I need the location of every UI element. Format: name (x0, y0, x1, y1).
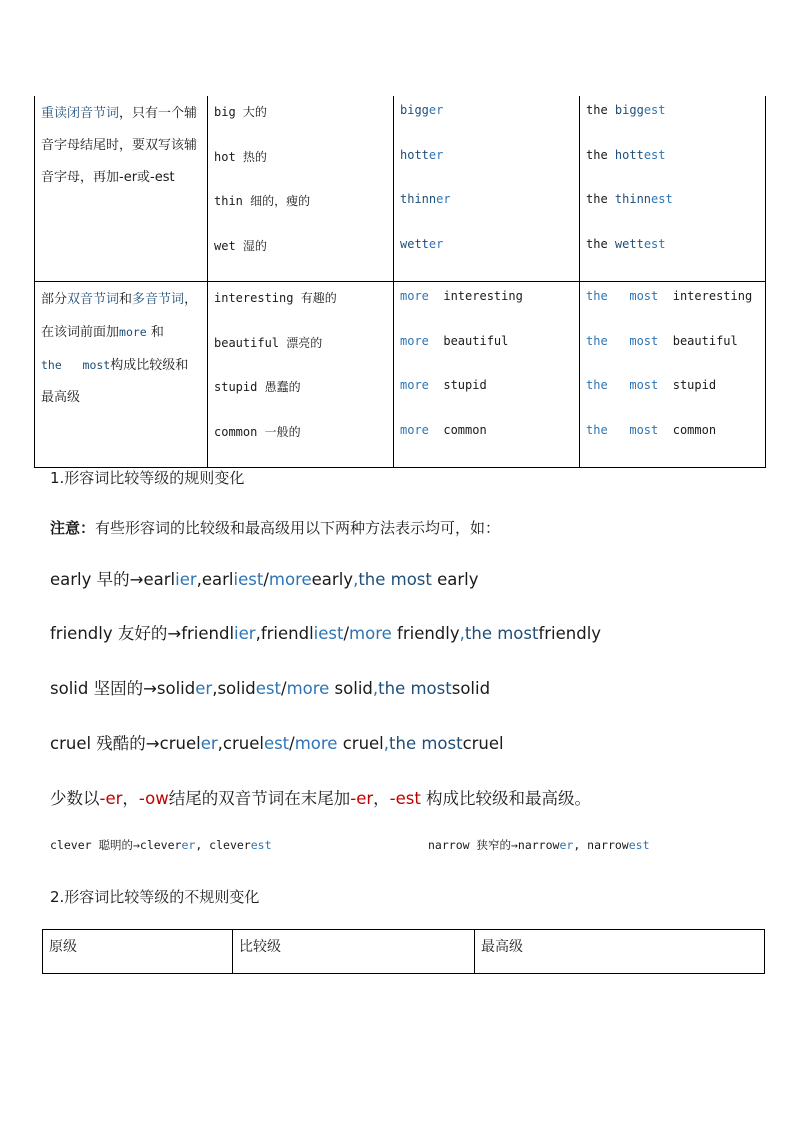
rule-desc-text: ，在该词前面加 (41, 292, 198, 340)
word-suffix: est (643, 236, 666, 251)
comp-suffix: er (559, 838, 574, 852)
superlative-word (586, 192, 759, 237)
separator: , (573, 838, 588, 852)
base-word: common 一般的 (214, 424, 301, 439)
example-base: early 早的→ (50, 570, 144, 589)
base-word: thin 细的，瘦的 (214, 194, 311, 208)
sup-stem: solid (217, 679, 256, 698)
most-word: most (607, 333, 659, 348)
separator: , (459, 624, 465, 643)
column-header: 原级 (43, 930, 233, 974)
sup-stem: narrow (587, 838, 629, 852)
example-base: solid 坚固的→ (50, 679, 157, 698)
sup-suffix: est (250, 838, 272, 852)
the-word: the (586, 422, 608, 437)
superlative-word (586, 423, 759, 468)
arrow-icon: → (510, 838, 518, 852)
adjective: stupid (658, 378, 717, 392)
rule-desc-text: ，只有一个辅音字母结尾时，要双写该辅音字母，再加-er或-est (41, 106, 198, 185)
sup-suffix: est (255, 679, 281, 698)
rules-table (34, 96, 766, 468)
superlative-word (586, 103, 759, 148)
adjective: interesting (658, 289, 753, 303)
comparative-word (400, 148, 573, 193)
rule-desc-highlight: 多音节词 (132, 292, 185, 307)
word-suffix: er (428, 236, 444, 251)
the-word: the (586, 289, 608, 303)
adjective: cruel (337, 734, 384, 753)
adjective: cruel (462, 734, 504, 753)
slash: / (263, 570, 269, 589)
adjective: friendly (538, 624, 602, 643)
superlative-word (586, 237, 759, 282)
rule-description-cell (35, 96, 208, 282)
comp-stem: clever (139, 838, 182, 852)
separator: , (195, 838, 210, 852)
rule-text: 构成比较级和最高级。 (420, 789, 592, 808)
adjective: solid (329, 679, 373, 698)
more-word: more (286, 679, 330, 698)
more-word: more (294, 734, 338, 753)
adjective: friendly (391, 624, 460, 643)
comparative-cell (394, 282, 580, 468)
column-header: 最高级 (475, 930, 765, 974)
comparative-cell (394, 96, 580, 282)
column-header: 比较级 (233, 930, 475, 974)
comparative-word (400, 334, 573, 379)
clever-example (50, 837, 272, 853)
rule-desc-highlight: 双音节词 (67, 292, 120, 307)
rule-text: ， (122, 789, 139, 808)
example-line (50, 620, 601, 644)
superlative-word (586, 378, 759, 423)
slash: / (289, 734, 295, 753)
rule-desc-more: more (119, 325, 147, 339)
superlative-cell (580, 282, 766, 468)
irregular-table (42, 929, 765, 974)
base-word: wet 湿的 (214, 238, 267, 253)
rule-desc-text: 和 (146, 325, 164, 340)
comp-suffix: er (200, 734, 218, 753)
comparative-word (400, 237, 573, 282)
adjective: common (658, 422, 717, 437)
sup-suffix: est (628, 838, 650, 852)
comparative-word (400, 103, 573, 148)
sup-suffix: iest (233, 570, 264, 589)
section-title: 2.形容词比较等级的不规则变化 (50, 888, 260, 906)
note-text: 有些形容词的比较级和最高级用以下两种方法表示均可，如： (95, 519, 501, 537)
the-prefix: the (586, 192, 615, 206)
example-line (50, 566, 479, 590)
base-word: hot 热的 (214, 149, 267, 164)
comparative-word (400, 192, 573, 237)
slash: / (281, 679, 287, 698)
narrow-example (428, 837, 650, 853)
word-stem: bigg (400, 103, 429, 117)
comp-stem: solid (156, 679, 196, 698)
word-suffix: est (651, 192, 673, 206)
suffix-er: -er (99, 789, 123, 808)
section-title: 1.形容词比较等级的规则变化 (50, 469, 245, 487)
table-row (35, 282, 766, 468)
table-header-row (43, 930, 765, 974)
base-word: big 大的 (214, 105, 267, 119)
the-prefix: the (586, 236, 615, 251)
word-stem: hott (614, 147, 644, 162)
the-most: the most (358, 570, 432, 589)
example-base: friendly 友好的→ (50, 624, 182, 643)
sup-suffix: iest (313, 624, 344, 643)
few-rule-paragraph (50, 785, 591, 809)
word-stem: thinn (400, 192, 437, 206)
rule-desc-text: 部分 (41, 292, 68, 307)
rule-desc-text: 构成比较级和最高级 (41, 358, 189, 405)
example-base: narrow 狭窄的 (428, 838, 511, 852)
most-word: most (607, 289, 659, 303)
word-suffix: est (643, 147, 666, 162)
more-word: more (349, 624, 392, 643)
base-word: beautiful 漂亮的 (214, 335, 323, 350)
comp-suffix: ier (234, 624, 256, 643)
table-row (35, 96, 766, 282)
word-suffix: er (428, 147, 444, 162)
adjective: common (428, 422, 487, 437)
base-word: stupid 愚蠢的 (214, 380, 301, 394)
more-word: more (400, 378, 429, 392)
example-line (50, 730, 504, 754)
separator: , (217, 734, 223, 753)
sup-stem: cruel (222, 734, 264, 753)
rule-text: 少数以 (50, 789, 100, 808)
rule-text: 结尾的双音节词在末尾加 (168, 789, 351, 808)
example-base: cruel 残酷的→ (50, 734, 160, 753)
rule-desc-highlight: 重读闭音节词 (41, 106, 120, 121)
sup-stem: friendl (260, 624, 314, 643)
adjective: interesting (428, 289, 523, 303)
word-stem: wett (614, 236, 644, 251)
suffix-er: -er (350, 789, 374, 808)
more-word: more (400, 289, 429, 303)
note-paragraph (50, 517, 500, 538)
rule-description-cell (35, 282, 208, 468)
sup-stem: clever (209, 838, 251, 852)
the-most: the most (389, 734, 463, 753)
adjective: beautiful (428, 333, 509, 348)
word-stem: thinn (614, 192, 652, 206)
word-suffix: er (436, 192, 451, 206)
more-word: more (400, 422, 429, 437)
rule-text: ， (373, 789, 390, 808)
word-stem: hott (400, 147, 429, 162)
sup-suffix: est (263, 734, 290, 753)
superlative-word (586, 334, 759, 379)
suffix-est: -est (389, 789, 421, 808)
rule-desc-text: 和 (119, 292, 133, 307)
adjective: beautiful (658, 333, 738, 348)
comp-stem: friendl (181, 624, 235, 643)
the-most: the most (464, 624, 539, 643)
note-label: 注意： (50, 519, 96, 537)
suffix-ow: -ow (138, 789, 169, 808)
comp-stem: earl (143, 570, 176, 589)
separator: , (212, 679, 218, 698)
word-stem: wett (400, 236, 429, 251)
comp-stem: cruel (159, 734, 201, 753)
separator: , (353, 570, 359, 589)
adjective: solid (451, 679, 491, 698)
adjective: early (431, 570, 479, 589)
most-word: most (607, 378, 659, 392)
comparative-word (400, 289, 573, 334)
example-base: clever 聪明的 (50, 838, 133, 852)
the-prefix: the (586, 103, 615, 117)
most-word: most (607, 422, 659, 437)
separator: , (196, 570, 202, 589)
base-word: interesting 有趣的 (214, 291, 337, 305)
sup-stem: earl (201, 570, 234, 589)
adjective: early (311, 570, 354, 589)
the-prefix: the (586, 147, 615, 162)
slash: / (343, 624, 350, 643)
more-word: more (268, 570, 312, 589)
base-words-cell (208, 282, 394, 468)
more-word: more (400, 333, 429, 348)
superlative-word (586, 148, 759, 193)
arrow-icon: → (132, 838, 140, 852)
comp-suffix: er (181, 838, 196, 852)
separator: , (372, 679, 379, 698)
comp-suffix: er (195, 679, 213, 698)
word-suffix: est (643, 103, 666, 117)
comparative-word (400, 378, 573, 423)
the-most: the most (378, 679, 452, 698)
word-stem: bigg (614, 103, 644, 117)
superlative-cell (580, 96, 766, 282)
superlative-word (586, 289, 759, 334)
comp-stem: narrow (517, 838, 560, 852)
word-suffix: er (428, 103, 444, 117)
comp-suffix: ier (175, 570, 197, 589)
base-words-cell (208, 96, 394, 282)
separator: , (383, 734, 390, 753)
comparative-word (400, 423, 573, 468)
the-word: the (586, 333, 608, 348)
the-word: the (586, 378, 608, 392)
example-line (50, 675, 490, 699)
adjective: stupid (428, 378, 487, 392)
rule-desc-the-most: the most (41, 358, 111, 372)
separator: , (255, 624, 261, 643)
